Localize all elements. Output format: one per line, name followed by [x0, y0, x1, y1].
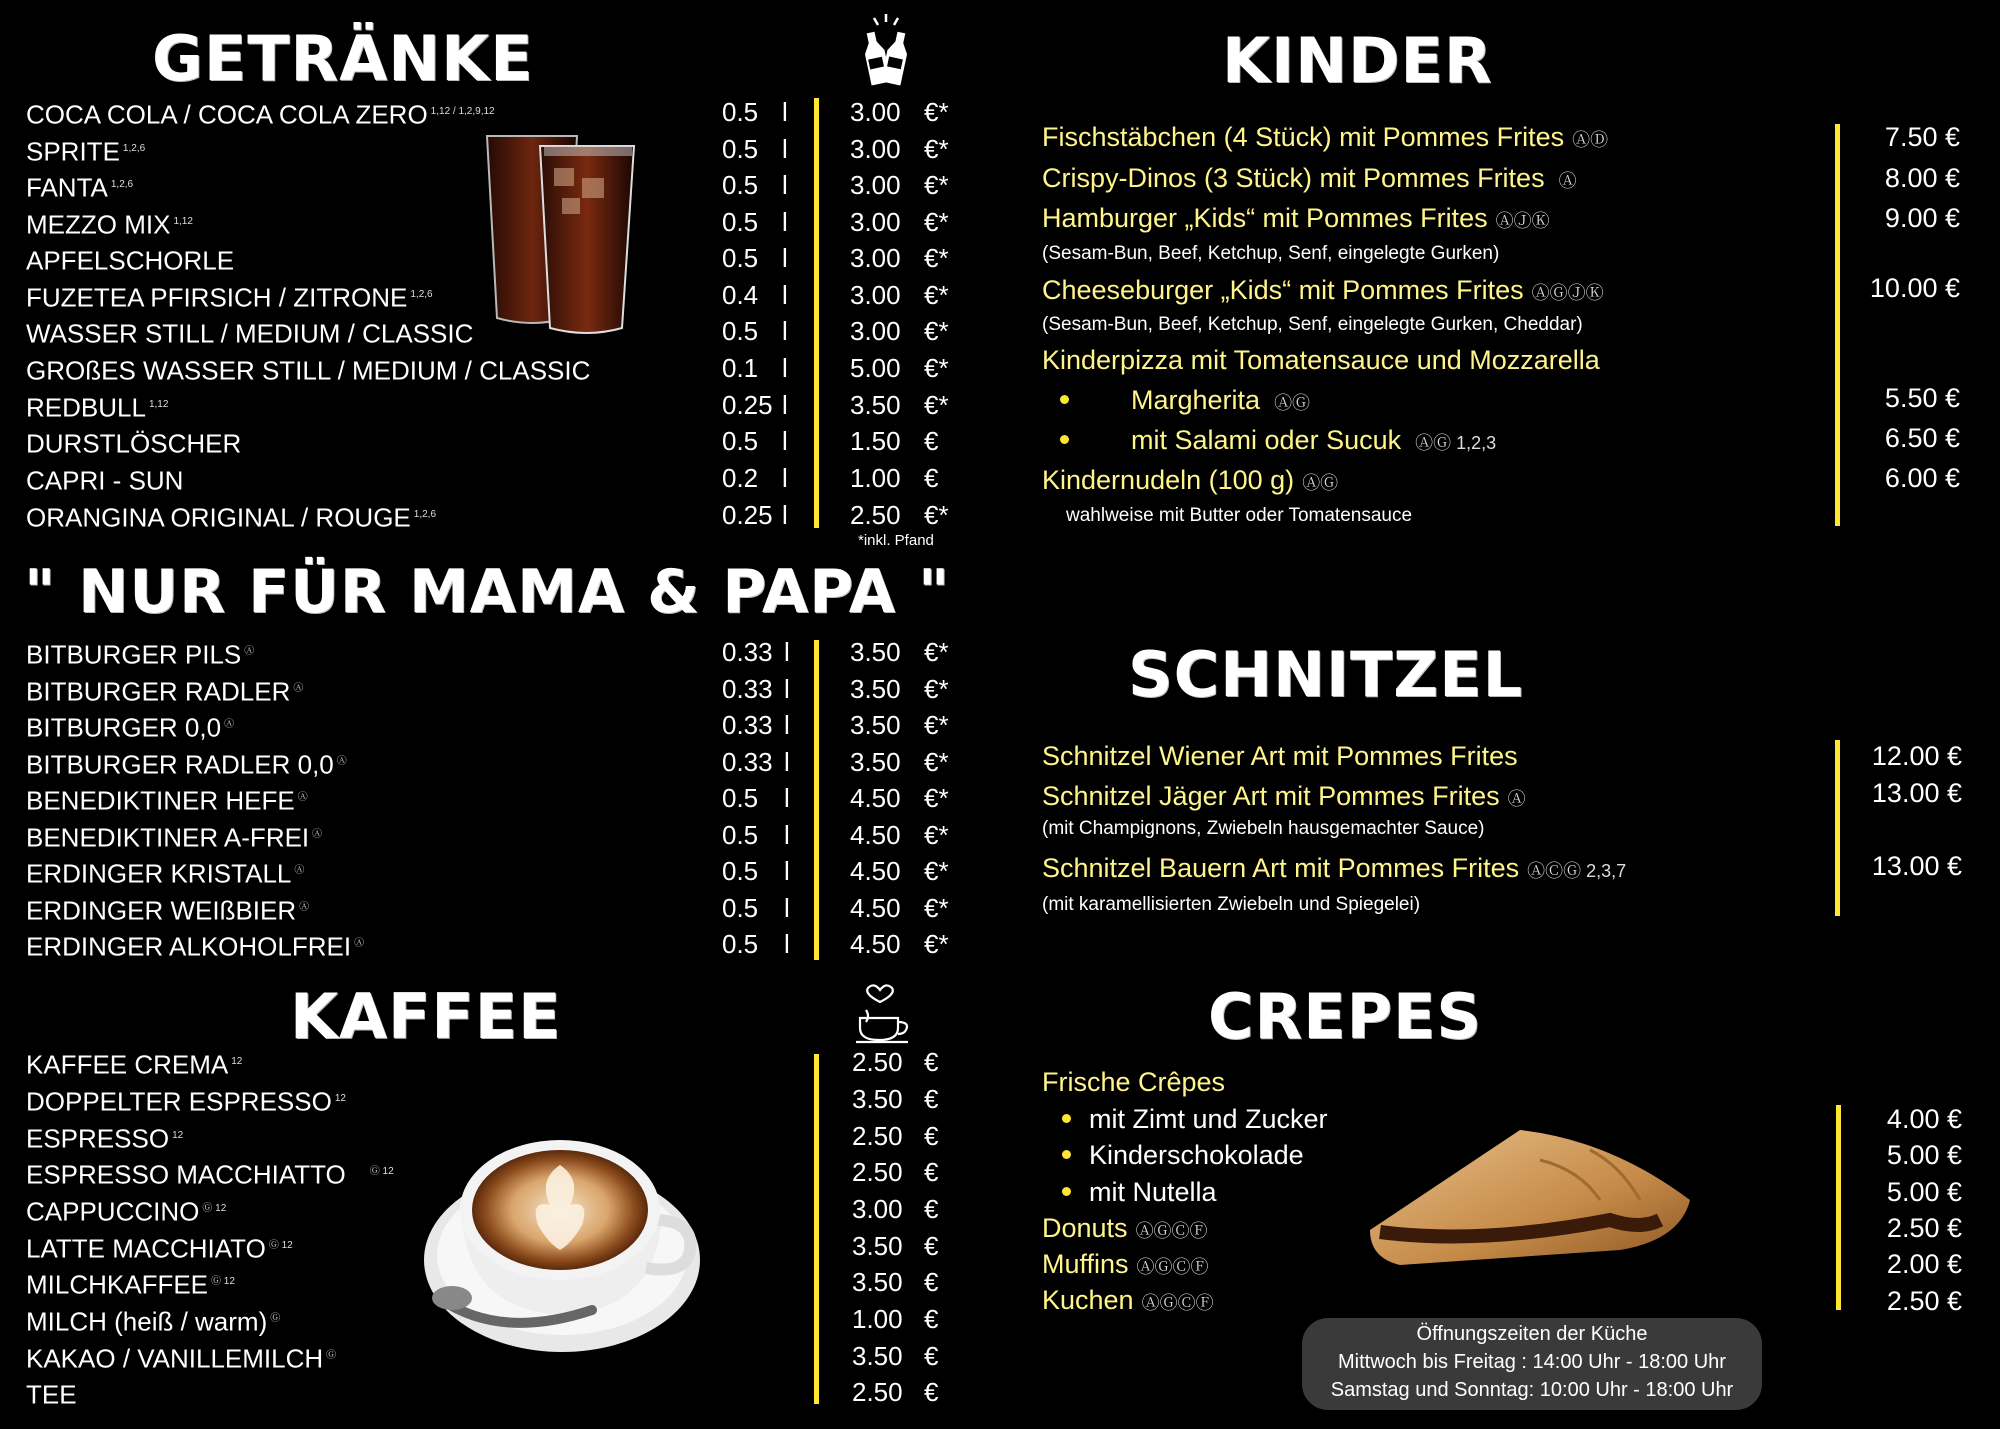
price-divider: [1835, 124, 1840, 526]
allergen-code: 12: [172, 1130, 184, 1141]
dish-name: mit Salami oder Sucuk: [1131, 425, 1402, 455]
dish-name: Kinderpizza mit Tomatensauce und Mozzarella: [1042, 345, 1600, 375]
unit: l: [782, 207, 788, 237]
price: 3.50: [852, 1084, 903, 1114]
volume: 0.2: [722, 463, 759, 493]
allergen-code: Ⓖ 12: [211, 1276, 235, 1287]
drink-name: ORANGINA ORIGINAL / ROUGE: [26, 502, 411, 533]
price: 6.50 €: [1884, 423, 1960, 453]
volume: 0.33: [722, 637, 773, 667]
volume: 0.5: [722, 929, 759, 959]
price: 3.00: [850, 97, 901, 127]
dish-name: Crispy-Dinos (3 Stück) mit Pommes Frites: [1042, 163, 1545, 193]
unit: l: [782, 316, 788, 346]
price-divider: [1835, 740, 1840, 916]
allergen-code: Ⓐ: [297, 792, 308, 803]
drink-name: ERDINGER WEIßBIER: [26, 895, 297, 926]
list-item: [1042, 200, 1550, 239]
currency: €: [924, 1194, 939, 1224]
currency: €: [924, 1157, 939, 1187]
price: 10.00 €: [1869, 273, 1960, 303]
list-item: [1042, 160, 1577, 199]
currency: €: [924, 1084, 939, 1114]
allergen-code: Ⓖ 12: [369, 1166, 394, 1177]
price: 3.00: [852, 1194, 903, 1224]
volume: 0.4: [722, 280, 759, 310]
drink-name: ESPRESSO MACCHIATTO: [26, 1159, 346, 1190]
currency: €*: [924, 929, 949, 959]
allergen-code: Ⓐ: [354, 938, 365, 949]
volume: 0.5: [722, 207, 759, 237]
allergen-code: Ⓖ: [326, 1350, 337, 1361]
allergen-code: 1,12 / 1,2,9,12: [430, 106, 495, 117]
allergen-code: Ⓖ 12: [202, 1203, 227, 1214]
dish-name: Muffins: [1042, 1249, 1129, 1279]
dish-name: Schnitzel Jäger Art mit Pommes Frites: [1042, 781, 1500, 811]
list-item: [1060, 422, 1496, 461]
list-item: [0, 350, 980, 386]
opening-hours-weekend: Samstag und Sonntag: 10:00 Uhr - 18:00 Uhr: [1330, 1379, 1734, 1401]
list-item: [0, 1044, 980, 1080]
list-item: [1062, 1101, 1328, 1137]
price: 2.50 €: [1886, 1286, 1962, 1316]
allergen-code: Ⓐ: [1507, 789, 1526, 809]
drink-name: TEE: [26, 1379, 77, 1410]
drink-name: SPRITE: [26, 136, 120, 167]
drink-name: BITBURGER RADLER 0,0: [26, 749, 334, 780]
price: 3.00: [850, 280, 901, 310]
volume: 0.5: [722, 856, 759, 886]
list-item: [0, 1191, 980, 1227]
list-item: [1060, 382, 1310, 421]
price: 13.00 €: [1871, 778, 1962, 808]
list-item: [0, 671, 980, 707]
list-item: [0, 240, 980, 276]
volume: 0.5: [722, 426, 759, 456]
unit: l: [784, 856, 790, 886]
list-item: [1042, 462, 1338, 501]
price: 3.50: [850, 710, 901, 740]
currency: €: [924, 1121, 939, 1151]
allergen-code: ⒶⒼⒸⒻ: [1136, 1257, 1209, 1277]
volume: 0.5: [722, 316, 759, 346]
list-item: [1042, 778, 1526, 817]
list-item: [0, 1118, 980, 1154]
list-item: [1042, 119, 1608, 158]
dish-note: (Sesam-Bun, Beef, Ketchup, Senf, eingelegte Gurken, Cheddar): [1042, 314, 1583, 335]
allergen-code: ⒶⒼⒿⓀ: [1531, 283, 1604, 303]
list-item: [1042, 1282, 1214, 1321]
allergen-code: Ⓐ: [294, 865, 305, 876]
price: 1.50: [850, 426, 901, 456]
kaffee-title: KAFFEE: [290, 980, 562, 1053]
unit: l: [782, 134, 788, 164]
volume: 0.33: [722, 747, 773, 777]
dish-note: (mit Champignons, Zwiebeln hausgemachter Sauce): [1042, 818, 1485, 839]
unit: l: [782, 390, 788, 420]
list-item: [0, 817, 980, 853]
allergen-code: ⒶⒼⒸⒻ: [1135, 1221, 1208, 1241]
currency: €*: [924, 637, 949, 667]
drink-name: BITBURGER RADLER: [26, 676, 291, 707]
allergen-code: 1,2,6: [413, 509, 437, 520]
allergen-code: 1,2,6: [410, 289, 433, 300]
price: 13.00 €: [1871, 851, 1962, 881]
price: 5.00 €: [1886, 1140, 1962, 1170]
volume: 0.33: [722, 674, 773, 704]
list-item: [1042, 272, 1604, 311]
unit: l: [784, 929, 790, 959]
drink-name: CAPPUCCINO: [26, 1196, 200, 1227]
price: 3.50: [852, 1341, 903, 1371]
bullet-icon: [1062, 1150, 1071, 1159]
price: 3.50: [850, 637, 901, 667]
currency: €*: [924, 207, 949, 237]
drink-name: COCA COLA / COCA COLA ZERO: [26, 99, 428, 130]
price: 3.50: [852, 1267, 903, 1297]
list-item: [0, 780, 980, 816]
currency: €: [924, 426, 939, 456]
allergen-code: ⒶⒸⒼ 2,3,7: [1527, 861, 1627, 881]
pfand-note: *inkl. Pfand: [858, 532, 934, 549]
bullet-icon: [1062, 1187, 1071, 1196]
price-divider: [814, 98, 819, 528]
drink-name: BITBURGER PILS: [26, 639, 242, 670]
unit: l: [782, 353, 788, 383]
volume: 0.33: [722, 710, 773, 740]
list-item: [1042, 850, 1626, 889]
currency: €*: [924, 243, 949, 273]
price: 4.50: [850, 929, 901, 959]
volume: 0.25: [722, 500, 773, 530]
price: 4.50: [850, 820, 901, 850]
currency: €*: [924, 820, 949, 850]
drink-name: MILCHKAFFEE: [26, 1269, 209, 1300]
allergen-code: 1,12: [148, 399, 169, 410]
drink-name: BENEDIKTINER HEFE: [26, 785, 295, 816]
dish-name: Margherita: [1131, 385, 1261, 415]
allergen-code: Ⓐ: [312, 829, 323, 840]
unit: l: [782, 463, 788, 493]
list-item: [0, 1154, 980, 1190]
price: 3.50: [850, 747, 901, 777]
list-item: [0, 890, 980, 926]
drink-name: REDBULL: [26, 392, 146, 423]
allergen-code: Ⓐ: [336, 756, 347, 767]
list-item: [0, 853, 980, 889]
drink-name: BENEDIKTINER A-FREI: [26, 822, 310, 853]
drink-name: ESPRESSO: [26, 1123, 170, 1154]
unit: l: [784, 637, 790, 667]
volume: 0.5: [722, 134, 759, 164]
list-item: [0, 744, 980, 780]
currency: €: [924, 1341, 939, 1371]
list-item: [0, 1081, 980, 1117]
drink-name: KAKAO / VANILLEMILCH: [26, 1343, 324, 1374]
unit: l: [784, 674, 790, 704]
currency: €*: [924, 316, 949, 346]
drink-name: APFELSCHORLE: [26, 245, 235, 276]
dish-name: Kinderschokolade: [1089, 1140, 1304, 1170]
allergen-code: Ⓖ: [270, 1313, 281, 1324]
mama-papa-title: " NUR FÜR MAMA & PAPA ": [24, 557, 951, 627]
price: 8.00 €: [1884, 163, 1960, 193]
drink-name: ERDINGER ALKOHOLFREI: [26, 931, 352, 962]
list-item: [0, 926, 980, 962]
drink-name: FANTA: [26, 172, 108, 203]
allergen-code: 1,12: [173, 216, 193, 227]
list-item: [1062, 1137, 1304, 1173]
currency: €*: [924, 783, 949, 813]
price: 4.50: [850, 893, 901, 923]
dish-name: Kuchen: [1042, 1285, 1134, 1315]
price: 5.00 €: [1886, 1177, 1962, 1207]
price: 5.00: [850, 353, 901, 383]
drink-name: DOPPELTER ESPRESSO: [26, 1086, 332, 1117]
volume: 0.25: [722, 390, 773, 420]
allergen-code: Ⓖ 12: [268, 1240, 293, 1251]
drink-name: FUZETEA PFIRSICH / ZITRONE: [26, 282, 408, 313]
unit: l: [782, 170, 788, 200]
volume: 0.1: [722, 353, 759, 383]
currency: €: [924, 1231, 939, 1261]
price: 1.00: [850, 463, 901, 493]
coffee-cup-icon: [854, 980, 916, 1048]
allergen-code: ⒶⒼ: [1302, 473, 1339, 493]
list-item: [0, 1301, 980, 1337]
price: 1.00: [852, 1304, 903, 1334]
volume: 0.5: [722, 893, 759, 923]
price: 9.00 €: [1884, 203, 1960, 233]
price: 2.50: [852, 1157, 903, 1187]
list-item: [0, 1228, 980, 1264]
volume: 0.5: [722, 820, 759, 850]
list-item: [0, 387, 980, 423]
currency: €*: [924, 893, 949, 923]
opening-hours-box: [1302, 1318, 1762, 1410]
price: 3.50: [852, 1231, 903, 1261]
currency: €*: [924, 170, 949, 200]
dish-name: Fischstäbchen (4 Stück) mit Pommes Frites: [1042, 122, 1565, 152]
allergen-code: Ⓐ: [293, 683, 304, 694]
currency: €: [924, 1304, 939, 1334]
list-item: [0, 204, 980, 240]
price-divider: [814, 640, 819, 960]
price-divider: [1836, 1105, 1841, 1310]
unit: l: [782, 500, 788, 530]
price: 4.00 €: [1886, 1104, 1962, 1134]
drink-name: WASSER STILL / MEDIUM / CLASSIC: [26, 318, 474, 349]
list-item: [1062, 1174, 1217, 1210]
dish-name: mit Zimt und Zucker: [1089, 1104, 1328, 1134]
volume: 0.5: [722, 170, 759, 200]
price: 6.00 €: [1884, 463, 1960, 493]
list-item: [0, 497, 980, 533]
allergen-code: 1,2,6: [122, 143, 146, 154]
price: 4.50: [850, 856, 901, 886]
price: 2.50: [852, 1047, 903, 1077]
drink-name: CAPRI - SUN: [26, 465, 184, 496]
opening-hours-title: Öffnungszeiten der Küche: [1416, 1323, 1648, 1345]
allergen-code: ⒶⒼⒸⒻ: [1141, 1293, 1214, 1313]
unit: l: [784, 893, 790, 923]
dish-name: Schnitzel Bauern Art mit Pommes Frites: [1042, 853, 1520, 883]
price: 2.50: [852, 1121, 903, 1151]
price: 3.50: [850, 390, 901, 420]
list-item: [1042, 342, 1600, 378]
unit: l: [784, 710, 790, 740]
currency: €*: [924, 500, 949, 530]
currency: €*: [924, 97, 949, 127]
dish-note: (Sesam-Bun, Beef, Ketchup, Senf, eingelegte Gurken): [1042, 243, 1500, 264]
price: 3.00: [850, 170, 901, 200]
dish-note: (mit karamellisierten Zwiebeln und Spiegelei): [1042, 894, 1421, 915]
price: 12.00 €: [1871, 741, 1962, 771]
list-item: [0, 94, 980, 130]
currency: €: [924, 1267, 939, 1297]
price: 2.50: [852, 1377, 903, 1407]
currency: €*: [924, 674, 949, 704]
volume: 0.5: [722, 783, 759, 813]
list-item: [0, 131, 980, 167]
currency: €: [924, 1047, 939, 1077]
unit: l: [782, 243, 788, 273]
allergen-code: Ⓐ: [244, 646, 255, 657]
currency: €*: [924, 390, 949, 420]
list-item: [0, 313, 980, 349]
price: 3.00: [850, 243, 901, 273]
currency: €*: [924, 353, 949, 383]
dish-name: Schnitzel Wiener Art mit Pommes Frites: [1042, 741, 1518, 771]
allergen-code: ⒶⒼ 1,2,3: [1415, 433, 1497, 453]
price: 2.50 €: [1886, 1213, 1962, 1243]
currency: €*: [924, 134, 949, 164]
unit: l: [782, 426, 788, 456]
opening-hours-weekday: Mittwoch bis Freitag : 14:00 Uhr - 18:00 Uhr: [1338, 1351, 1726, 1373]
list-item: [1042, 1210, 1208, 1249]
allergen-code: ⒶⒹ: [1572, 130, 1609, 150]
unit: l: [784, 783, 790, 813]
price: 5.50 €: [1884, 383, 1960, 413]
list-item: [0, 707, 980, 743]
bullet-icon: [1062, 1114, 1071, 1123]
currency: €*: [924, 280, 949, 310]
drink-name: DURSTLÖSCHER: [26, 428, 242, 459]
list-item: [1042, 1246, 1209, 1285]
crepes-heading: Frische Crêpes: [1042, 1067, 1226, 1097]
price: 7.50 €: [1884, 122, 1960, 152]
allergen-code: 12: [334, 1093, 346, 1104]
currency: €*: [924, 747, 949, 777]
dish-name: Kindernudeln (100 g): [1042, 465, 1295, 495]
unit: l: [782, 280, 788, 310]
unit: l: [784, 820, 790, 850]
dish-note: wahlweise mit Butter oder Tomatensauce: [1066, 505, 1413, 526]
list-item: [0, 423, 980, 459]
list-item: [0, 277, 980, 313]
allergen-code: Ⓐ: [1558, 171, 1577, 191]
list-item: [0, 167, 980, 203]
price: 3.50: [850, 674, 901, 704]
price-divider: [814, 1054, 819, 1404]
crepes-title: CREPES: [1208, 980, 1483, 1053]
drink-name: KAFFEE CREMA: [26, 1049, 229, 1080]
crepe-image: [1360, 1120, 1700, 1270]
dish-name: Donuts: [1042, 1213, 1128, 1243]
list-item: [0, 460, 980, 496]
list-item: [0, 634, 980, 670]
dish-name: Hamburger „Kids“ mit Pommes Frites: [1042, 203, 1488, 233]
drink-name: ERDINGER KRISTALL: [26, 858, 292, 889]
drink-name: BITBURGER 0,0: [26, 712, 222, 743]
drink-name: GROßES WASSER STILL / MEDIUM / CLASSIC: [26, 355, 591, 386]
bullet-icon: [1060, 395, 1069, 404]
schnitzel-title: SCHNITZEL: [1128, 638, 1524, 711]
price: 3.00: [850, 134, 901, 164]
unit: l: [784, 747, 790, 777]
price: 2.50: [850, 500, 901, 530]
currency: €: [924, 1377, 939, 1407]
volume: 0.5: [722, 97, 759, 127]
list-item: [0, 1374, 980, 1410]
allergen-code: ⒶⒼ: [1274, 393, 1311, 413]
currency: €*: [924, 856, 949, 886]
allergen-code: ⒶⒿⓀ: [1495, 211, 1550, 231]
drink-name: MEZZO MIX: [26, 209, 171, 240]
price: 3.00: [850, 207, 901, 237]
list-item: [0, 1264, 980, 1300]
list-item: [0, 1338, 980, 1374]
allergen-code: Ⓐ: [299, 902, 310, 913]
volume: 0.5: [722, 243, 759, 273]
currency: €: [924, 463, 939, 493]
allergen-code: 12: [231, 1056, 243, 1067]
dish-name: mit Nutella: [1089, 1177, 1217, 1207]
list-item: [1042, 738, 1518, 774]
price: 4.50: [850, 783, 901, 813]
drink-name: MILCH (heiß / warm): [26, 1306, 268, 1337]
kinder-title: KINDER: [1222, 24, 1493, 97]
allergen-code: Ⓐ: [224, 719, 235, 730]
dish-name: Cheeseburger „Kids“ mit Pommes Frites: [1042, 275, 1524, 305]
price: 2.00 €: [1886, 1249, 1962, 1279]
price: 3.00: [850, 316, 901, 346]
currency: €*: [924, 710, 949, 740]
getraenke-title: GETRÄNKE: [152, 22, 534, 95]
drink-name: LATTE MACCHIATO: [26, 1233, 266, 1264]
unit: l: [782, 97, 788, 127]
bullet-icon: [1060, 435, 1069, 444]
allergen-code: 1,2,6: [110, 179, 134, 190]
beer-bottles-icon: [856, 12, 916, 86]
